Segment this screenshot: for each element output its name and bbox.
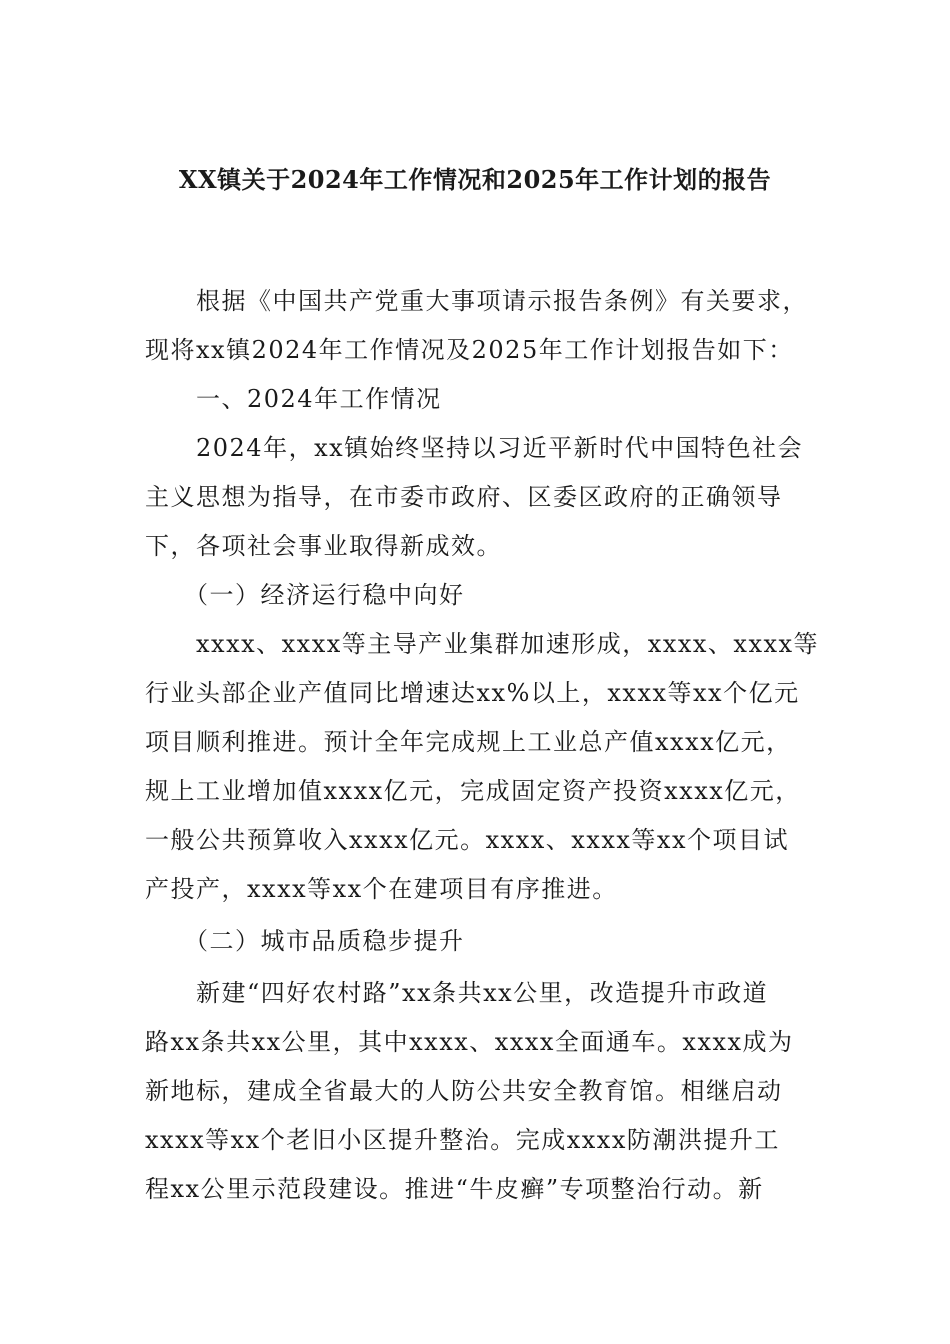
paragraph-line: 项目顺利推进。预计全年完成规上工业总产值xxxx亿元， (145, 728, 792, 756)
paragraph-line: 下，各项社会事业取得新成效。 (145, 532, 502, 560)
subsection-heading: （二）城市品质稳步提升 (145, 927, 465, 955)
paragraph-line: 程xx公里示范段建设。推进“牛皮癣”专项整治行动。新 (145, 1175, 764, 1203)
paragraph-line: 根据《中国共产党重大事项请示报告条例》有关要求， (145, 287, 808, 315)
paragraph-line: 一般公共预算收入xxxx亿元。xxxx、xxxx等xx个项目试 (145, 826, 789, 854)
subsection-heading: （一）经济运行稳中向好 (145, 581, 465, 609)
section-heading: 一、2024年工作情况 (145, 385, 442, 413)
paragraph-line: xxxx等xx个老旧小区提升整治。完成xxxx防潮洪提升工 (145, 1126, 780, 1154)
paragraph-line: 新地标，建成全省最大的人防公共安全教育馆。相继启动 (145, 1077, 783, 1105)
paragraph-line: xxxx、xxxx等主导产业集群加速形成，xxxx、xxxx等 (145, 630, 820, 658)
document-title: XX镇关于2024年工作情况和2025年工作计划的报告 (178, 165, 772, 194)
paragraph-line: 新建“四好农村路”xx条共xx公里，改造提升市政道 (145, 979, 769, 1007)
paragraph-line: 规上工业增加值xxxx亿元，完成固定资产投资xxxx亿元， (145, 777, 801, 805)
paragraph-line: 行业头部企业产值同比增速达xx%以上，xxxx等xx个亿元 (145, 679, 800, 707)
paragraph-line: 现将xx镇2024年工作情况及2025年工作计划报告如下： (145, 336, 794, 364)
paragraph-line: 路xx条共xx公里，其中xxxx、xxxx全面通车。xxxx成为 (145, 1028, 794, 1056)
paragraph-line: 产投产，xxxx等xx个在建项目有序推进。 (145, 875, 618, 903)
paragraph-line: 主义思想为指导，在市委市政府、区委区政府的正确领导 (145, 483, 783, 511)
paragraph-line: 2024年，xx镇始终坚持以习近平新时代中国特色社会 (145, 434, 804, 462)
